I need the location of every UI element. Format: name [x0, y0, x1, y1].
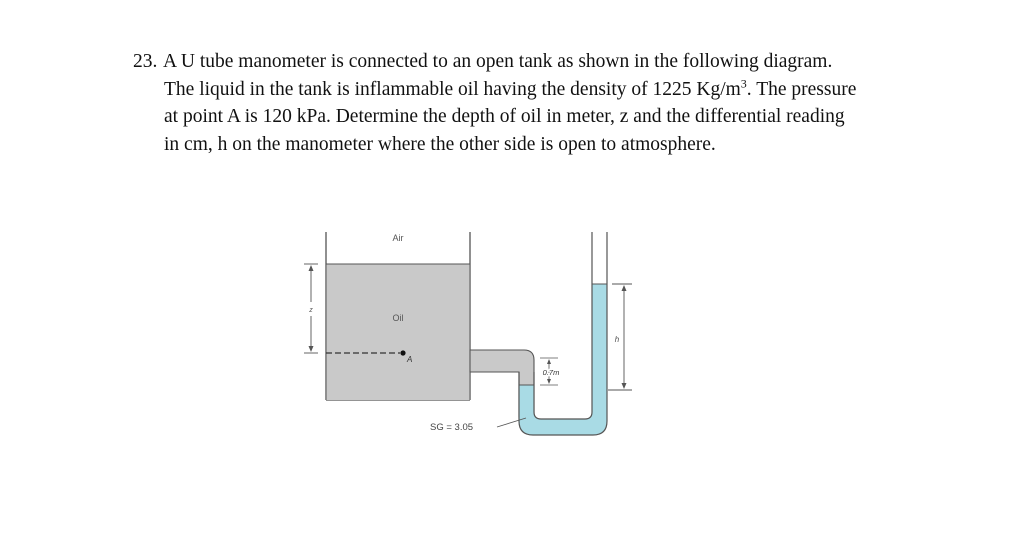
z-label: z	[309, 307, 313, 314]
h-label: h	[614, 335, 620, 344]
problem-line-3: at point A is 120 kPa. Determine the depth of oil in meter, z and the differential reading	[164, 106, 845, 127]
problem-line-1: 23. A U tube manometer is connected to an open tank as shown in the following diagram.	[133, 48, 953, 76]
u-tube-inner	[534, 232, 592, 419]
point-a-label: A	[407, 355, 413, 364]
superscript-3: 3	[740, 76, 747, 90]
z-dim-arrow-down	[309, 346, 314, 352]
oil-region	[327, 264, 470, 400]
dim-07-label: 0.7m	[542, 368, 560, 377]
dim-07-arrow-down	[547, 379, 551, 384]
air-label: Air	[392, 233, 404, 243]
problem-line-4: in cm, h on the manometer where the other side is open to atmosphere.	[164, 133, 716, 155]
h-dim-arrow-down	[622, 383, 627, 389]
z-dim-arrow-up	[309, 265, 314, 271]
point-a-marker	[400, 350, 405, 355]
dim-07-arrow-up	[547, 359, 551, 364]
problem-statement	[133, 48, 953, 158]
problem-number: 23.	[133, 51, 158, 72]
manometer-diagram	[296, 222, 646, 454]
problem-line-2: The liquid in the tank is inflammable oil having the density of 1225 $Kg/m^3$. The pressure	[164, 76, 857, 100]
sg-label: SG = 3.05	[430, 422, 474, 433]
h-dim-arrow-up	[622, 285, 627, 291]
oil-label: Oil	[392, 313, 404, 323]
